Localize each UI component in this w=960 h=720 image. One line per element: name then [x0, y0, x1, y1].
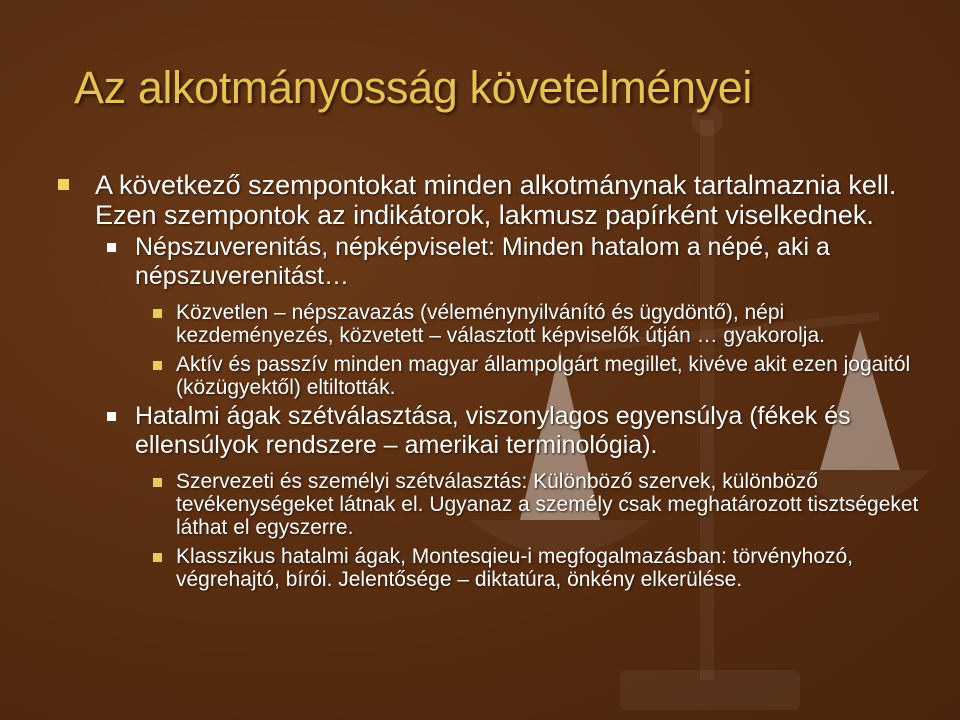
bullet-text: Szervezeti és személyi szétválasztás: Különböző szervek, különböző tevékenységeket látnak el. Ugyanaz a személy csak meghatározott tisztségeket láthat el egyszerre.	[176, 470, 919, 539]
square-bullet-icon	[153, 553, 162, 562]
bullet-list	[58, 170, 938, 591]
bullet-text: Közvetlen – népszavazás (véleménynyilvánító és ügydöntő), népi kezdeményezés, közvetett – választott képviselők útján … gyakorolja.	[176, 301, 825, 347]
square-bullet-icon	[153, 478, 162, 487]
bullet-item	[58, 233, 938, 291]
bullet-item	[58, 170, 938, 230]
sub-bullet-item	[58, 545, 938, 591]
bullet-text: Népszuverenitás, népképviselet: Minden hatalom a népé, aki a népszuverenitást…	[135, 233, 830, 290]
bullet-text: Hatalmi ágak szétválasztása, viszonylagos egyensúlya (fékek és ellensúlyok rendszere – amerikai terminológia).	[135, 402, 851, 459]
square-bullet-icon	[153, 309, 162, 318]
sub-bullet-item	[58, 353, 938, 399]
slide-title: Az alkotmányosság követelményei	[74, 62, 752, 113]
bullet-text: Klasszikus hatalmi ágak, Montesqieu-i megfogalmazásban: törvényhozó, végrehajtó, bírói. Jelentősége – diktatúra, önkény elkerülése.	[176, 545, 854, 591]
bullet-text: Aktív és passzív minden magyar állampolgárt megillet, kivéve akit ezen jogaitól (közügyektől) eltiltották.	[176, 353, 911, 399]
bullet-text: A következő szempontokat minden alkotmánynak tartalmaznia kell. Ezen szempontok az indikátorok, lakmusz papírként viselkednek.	[95, 170, 897, 230]
square-bullet-icon	[107, 412, 116, 421]
square-bullet-icon	[58, 179, 69, 190]
sub-bullet-item	[58, 470, 938, 539]
sub-bullet-item	[58, 301, 938, 347]
square-bullet-icon	[153, 361, 162, 370]
bullet-item	[58, 402, 938, 460]
square-bullet-icon	[107, 243, 116, 252]
